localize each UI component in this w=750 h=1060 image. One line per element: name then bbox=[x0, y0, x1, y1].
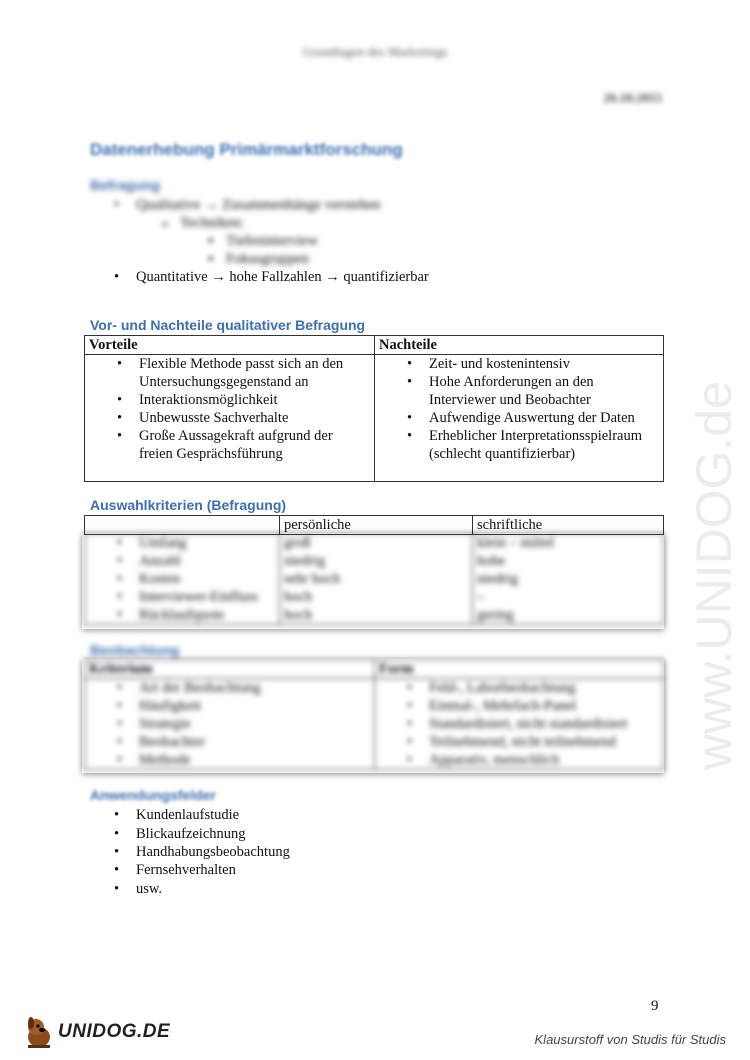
column-header-kriterium: Kriterium bbox=[85, 660, 375, 679]
cell-value: hoch bbox=[284, 607, 313, 623]
list-item: • usw. bbox=[136, 880, 162, 898]
table-beobachtung bbox=[84, 659, 664, 770]
list-item: • Methode bbox=[139, 751, 370, 769]
list-item-techniken: o Techniken: bbox=[180, 214, 244, 232]
cell-value: gering bbox=[477, 607, 515, 623]
logo-text: UNIDOG.DE bbox=[58, 1021, 171, 1042]
section-heading-beobachtung: Beobachtung bbox=[90, 642, 180, 658]
cell-kriterien bbox=[85, 534, 280, 625]
cell-value: hoch bbox=[284, 589, 313, 605]
tagline: Klausurstoff von Studis für Studis bbox=[534, 1032, 726, 1047]
table-auswahlkriterien-header bbox=[84, 515, 664, 535]
list-item: • Umfang bbox=[139, 534, 275, 552]
list-item-qualitative: • Qualitative → Zusammenhänge verstehen bbox=[136, 196, 380, 214]
list-item: • Strategie bbox=[139, 715, 370, 733]
list-item: • Feld-, Laborbeobachtung bbox=[429, 679, 659, 697]
running-header: Grundlagen des Marketings bbox=[302, 44, 448, 59]
list-item: • Kundenlaufstudie bbox=[136, 806, 239, 824]
cell-value: hohe bbox=[477, 553, 506, 569]
section-heading-qualitative: Vor- und Nachteile qualitativer Befragung bbox=[90, 317, 366, 333]
table-auswahlkriterien-body bbox=[84, 533, 664, 625]
section-heading-anwendungsfelder: Anwendungsfelder bbox=[90, 787, 217, 803]
list-item: • Anzahl bbox=[139, 552, 275, 570]
table-qualitative bbox=[84, 335, 664, 482]
list-item: • Erheblicher Interpretationsspielraum (schlecht quantifizierbar) bbox=[429, 427, 659, 463]
list-item: • Interviewer-Einfluss bbox=[139, 588, 275, 606]
cell-value: klein – mittel bbox=[477, 535, 555, 551]
list-item: • Große Aussagekraft aufgrund der freien Gesprächsführung bbox=[139, 427, 370, 463]
list-item: • Interaktionsmöglichkeit bbox=[139, 391, 370, 409]
cell-nachteile bbox=[375, 355, 664, 482]
page-title: Datenerhebung Primärmarktforschung bbox=[90, 140, 403, 159]
list-item: • Kosten bbox=[139, 570, 275, 588]
list-item-fokusgruppen: ▪ Fokusgruppen bbox=[226, 250, 309, 268]
list-item: • Apparativ, menschlich bbox=[429, 751, 659, 769]
column-header-schriftliche: schriftliche bbox=[473, 516, 664, 535]
list-item: • Hohe Anforderungen an den Interviewer und Beobachter bbox=[429, 373, 659, 409]
cell-value: niedrig bbox=[284, 553, 326, 569]
blurred-table-beobachtung bbox=[82, 659, 664, 773]
list-item: • Art der Beobachtung bbox=[139, 679, 370, 697]
cell-value: – bbox=[477, 589, 485, 605]
list-item: • Beobachter bbox=[139, 733, 370, 751]
list-item: • Unbewusste Sachverhalte bbox=[139, 409, 370, 427]
unidog-logo[interactable] bbox=[24, 1015, 170, 1049]
list-item-tiefeninterview: ▪ Tiefeninterview bbox=[226, 232, 318, 250]
list-item: • Aufwendige Auswertung der Daten bbox=[429, 409, 659, 427]
list-item-quantitative: • Quantitative → hohe Fallzahlen → quantifizierbar bbox=[136, 268, 429, 286]
cell-form bbox=[375, 679, 664, 770]
section-heading-befragung: Befragung bbox=[90, 177, 160, 193]
column-header-form: Form bbox=[375, 660, 664, 679]
cell-value: sehr hoch bbox=[284, 571, 340, 587]
list-item: • Einmal-, Mehrfach-Panel bbox=[429, 697, 659, 715]
cell-value: groß bbox=[284, 535, 311, 551]
cell-schriftliche bbox=[473, 534, 664, 625]
blurred-table-auswahl bbox=[82, 533, 664, 629]
page-number: 9 bbox=[651, 998, 659, 1014]
list-item: • Flexible Methode passt sich an den Untersuchungsgegenstand an bbox=[139, 355, 370, 391]
column-header-persoenliche: persönliche bbox=[280, 516, 473, 535]
cell-vorteile bbox=[85, 355, 375, 482]
cell-kriterium bbox=[85, 679, 375, 770]
list-item: • Teilnehmend, nicht teilnehmend bbox=[429, 733, 659, 751]
list-item: • Handhabungsbeobachtung bbox=[136, 843, 290, 861]
section-heading-auswahlkriterien: Auswahlkriterien (Befragung) bbox=[90, 497, 287, 513]
list-item: • Zeit- und kostenintensiv bbox=[429, 355, 659, 373]
cell-value: niedrig bbox=[477, 571, 519, 587]
list-item: • Standardisiert, nicht standardisiert bbox=[429, 715, 659, 733]
dog-icon bbox=[24, 1015, 54, 1049]
list-item: • Fernsehverhalten bbox=[136, 861, 236, 879]
list-item: • Blickaufzeichnung bbox=[136, 825, 246, 843]
list-item: • Rücklaufquote bbox=[139, 606, 275, 624]
list-item: • Häufigkeit bbox=[139, 697, 370, 715]
cell-persoenliche bbox=[280, 534, 473, 625]
column-header-nachteile: Nachteile bbox=[375, 336, 664, 355]
date: 26.10.2015 bbox=[603, 90, 662, 105]
column-header-blank bbox=[85, 516, 280, 535]
column-header-vorteile: Vorteile bbox=[85, 336, 375, 355]
